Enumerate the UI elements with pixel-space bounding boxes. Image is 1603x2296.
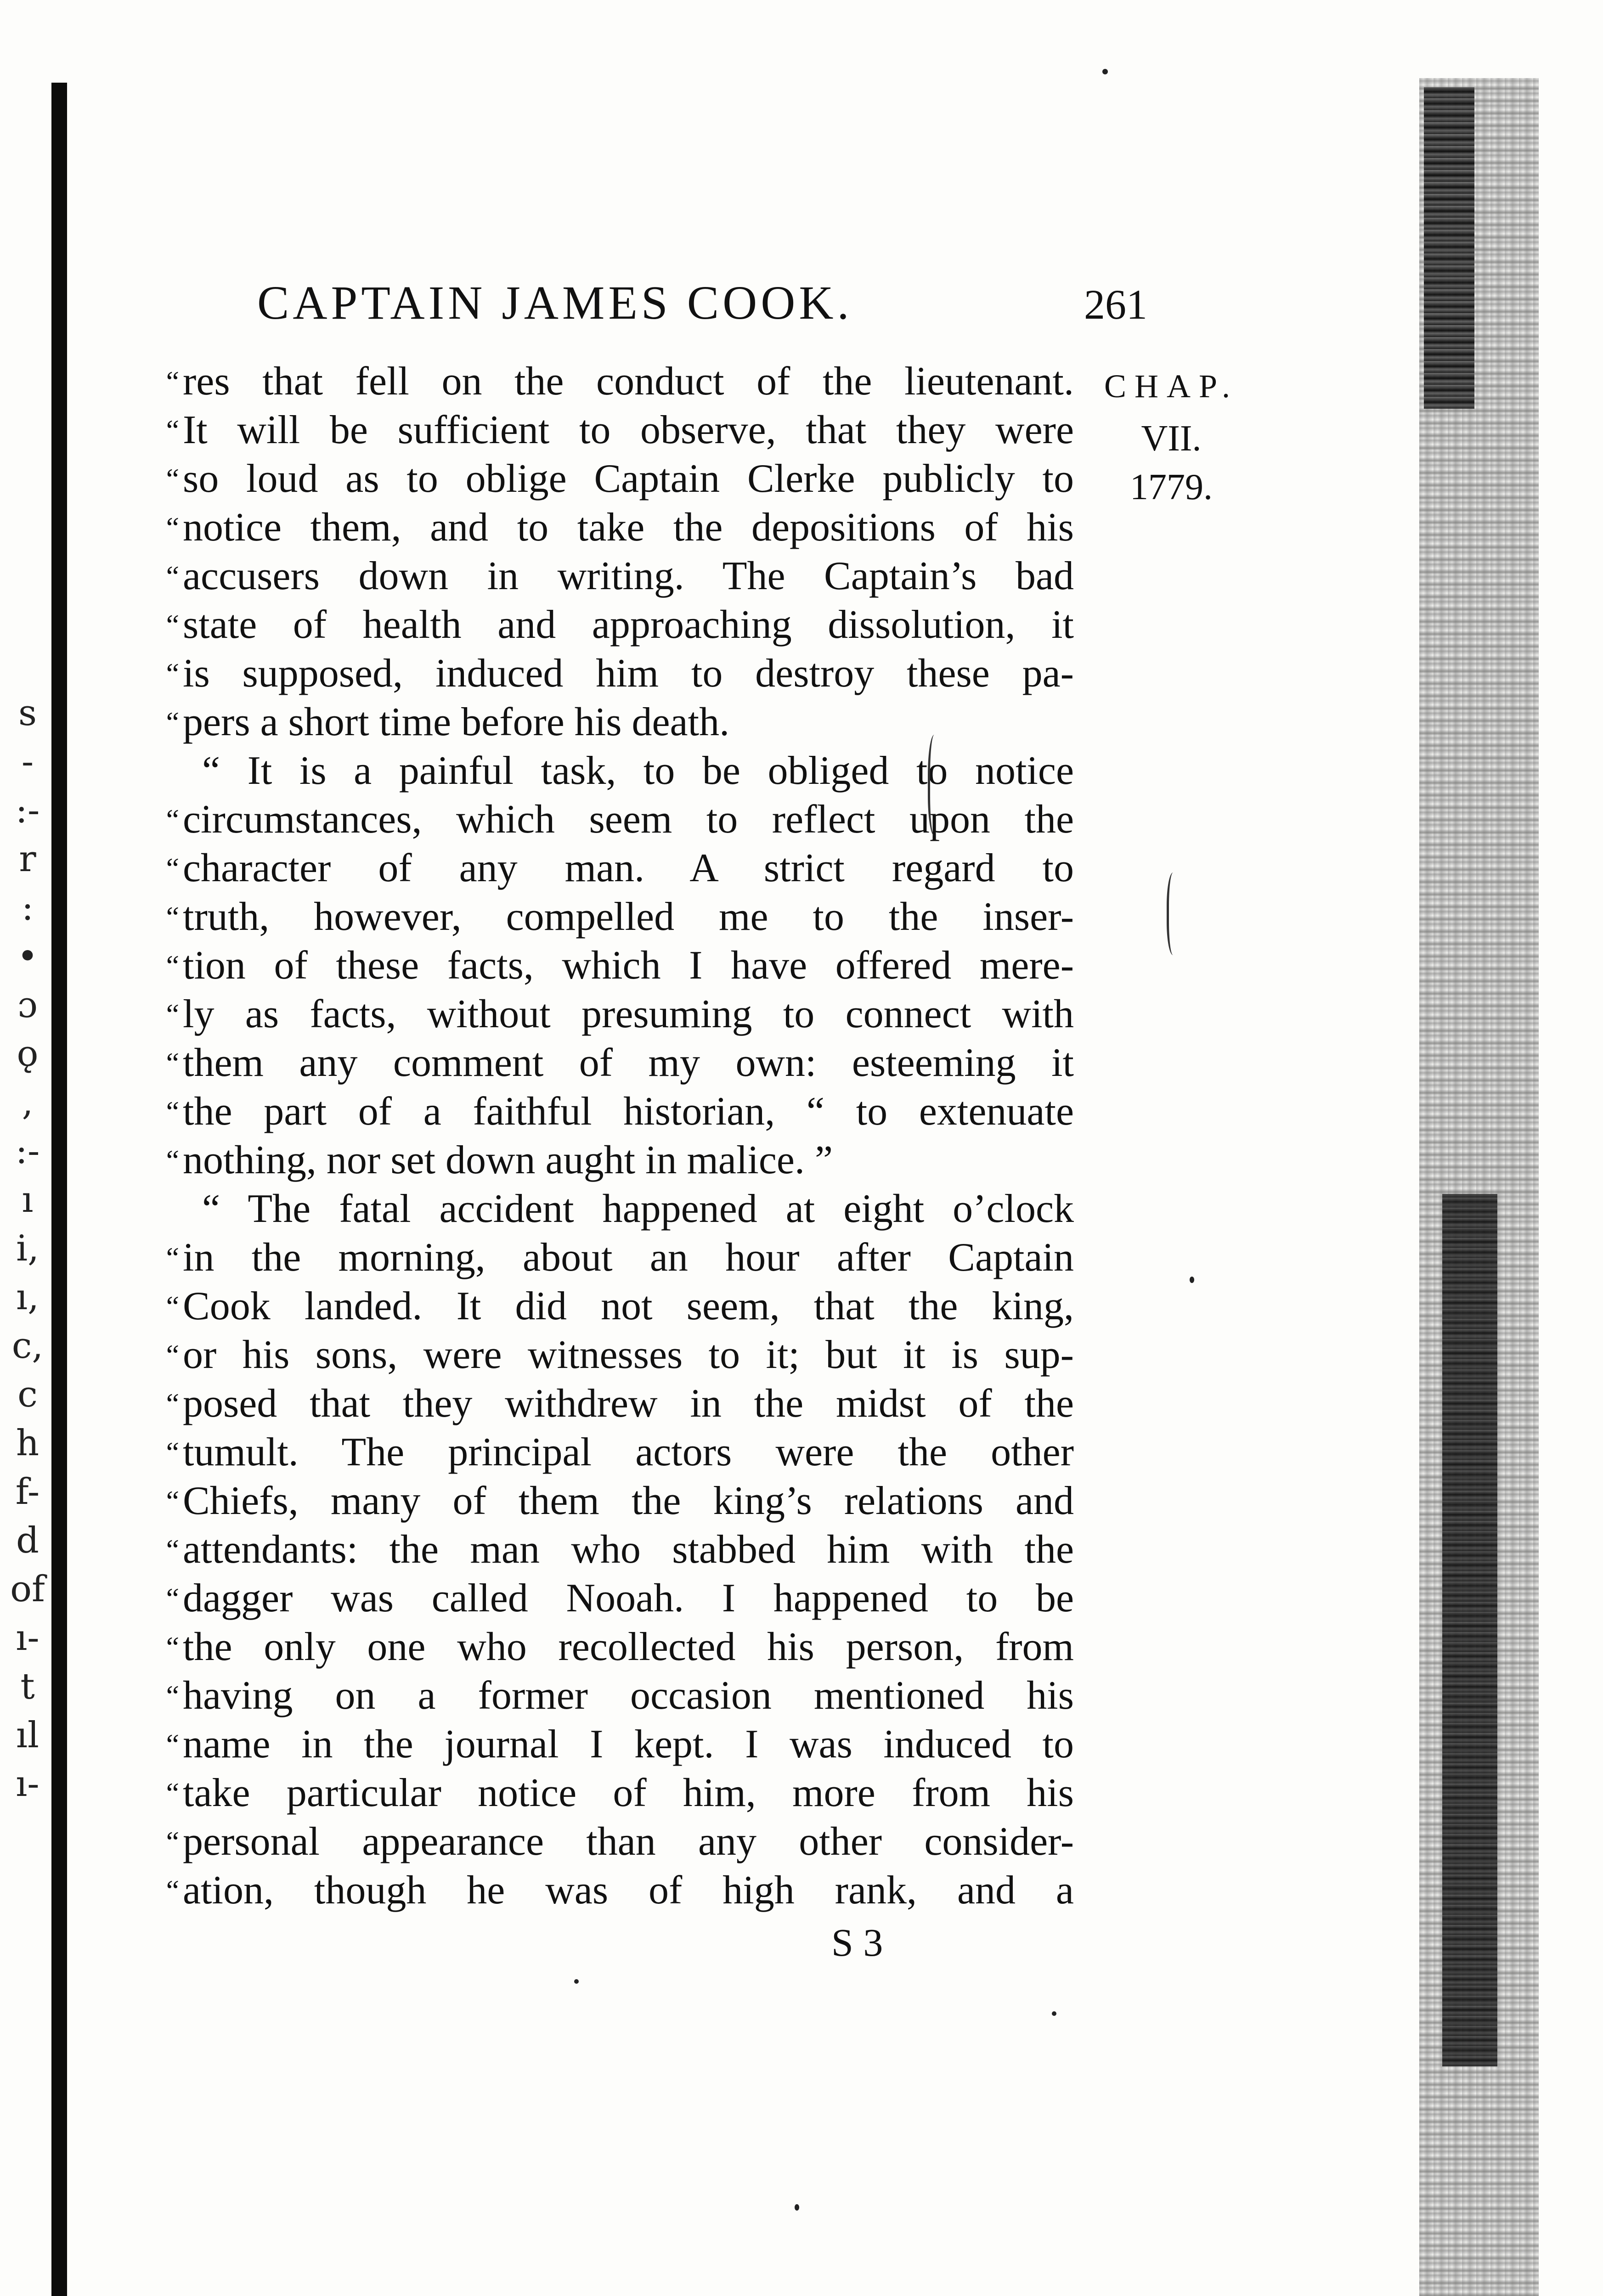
line-text: notice them, and to take the depositions of his xyxy=(183,505,1074,550)
body-text xyxy=(133,357,1075,1915)
running-head: CAPTAIN JAMES COOK. xyxy=(257,276,853,329)
fragment-char: ɔ xyxy=(17,985,38,1026)
text-line xyxy=(133,1623,1075,1671)
quote-mark: “ xyxy=(166,803,179,836)
line-text: take particular notice of him, more from his xyxy=(183,1771,1074,1815)
fragment-char: ǫ xyxy=(17,1033,39,1075)
line-text: personal appearance than any other consider- xyxy=(183,1819,1074,1864)
quote-mark: “ xyxy=(166,1679,179,1712)
text-line xyxy=(133,1136,1075,1185)
quote-mark: “ xyxy=(166,1290,179,1322)
pen-mark xyxy=(1167,872,1183,955)
quote-mark: “ xyxy=(166,1339,179,1371)
line-text: circumstances, which seem to reflect upon the xyxy=(183,797,1074,842)
line-text: dagger was called Nooah. I happened to be xyxy=(183,1576,1074,1621)
text-line xyxy=(133,1282,1075,1331)
fragment-char: ı- xyxy=(16,1763,40,1805)
signature-mark: S 3 xyxy=(831,1920,883,1964)
page-header xyxy=(257,276,1147,335)
line-text: “ It is a painful task, to be obliged to notice xyxy=(202,748,1074,793)
fragment-char: ı- xyxy=(16,1617,40,1659)
line-text: It will be sufficient to observe, that they were xyxy=(183,408,1074,452)
line-text: nothing, nor set down aught in malice. ” xyxy=(183,1138,833,1182)
line-text: so loud as to oblige Captain Clerke publicly to xyxy=(183,456,1074,501)
line-text: the part of a faithful historian, “ to extenuate xyxy=(183,1089,1074,1134)
line-text: ation, though he was of high rank, and a xyxy=(183,1868,1074,1913)
fragment-char: • xyxy=(17,936,38,977)
text-line xyxy=(133,1185,1075,1233)
line-text: or his sons, were witnesses to it; but it is sup- xyxy=(183,1333,1074,1377)
quote-mark: “ xyxy=(166,414,179,446)
quote-mark: “ xyxy=(166,1777,179,1809)
text-line xyxy=(133,1525,1075,1574)
line-text: ly as facts, without presuming to connect with xyxy=(183,992,1074,1036)
margin-chapter-label: CHAP. xyxy=(1104,368,1239,405)
line-text: res that fell on the conduct of the lieutenant. xyxy=(183,359,1074,404)
text-line xyxy=(133,357,1075,406)
text-line xyxy=(133,552,1075,601)
line-text: posed that they withdrew in the midst of the xyxy=(183,1381,1074,1426)
fragment-char: c, xyxy=(11,1325,44,1367)
fragment-char: f- xyxy=(15,1471,40,1513)
fragment-char: h xyxy=(16,1423,40,1464)
speck xyxy=(1190,1277,1194,1283)
quote-mark: “ xyxy=(166,852,179,884)
text-line xyxy=(133,1039,1075,1087)
line-text: state of health and approaching dissolution, it xyxy=(183,602,1074,647)
binding-shadow xyxy=(51,83,67,2296)
text-line xyxy=(133,1087,1075,1136)
text-line xyxy=(133,1428,1075,1477)
fragment-char: c xyxy=(17,1374,38,1415)
text-line xyxy=(133,1671,1075,1720)
quote-mark: “ xyxy=(166,1631,179,1663)
fragment-char: r xyxy=(19,838,36,880)
text-line xyxy=(133,601,1075,649)
quote-mark: “ xyxy=(166,608,179,641)
text-line xyxy=(133,844,1075,893)
fragment-char: - xyxy=(21,741,34,782)
text-line xyxy=(133,1331,1075,1379)
margin-year: 1779. xyxy=(1130,467,1213,507)
text-line xyxy=(133,893,1075,941)
pen-mark xyxy=(928,735,944,836)
quote-mark: “ xyxy=(166,900,179,933)
speck xyxy=(1052,2011,1056,2016)
quote-mark: “ xyxy=(166,657,179,690)
quote-mark: “ xyxy=(166,1095,179,1128)
line-text: tion of these facts, which I have offered mere- xyxy=(183,943,1074,988)
fragment-char: : xyxy=(21,887,34,929)
text-line xyxy=(133,455,1075,503)
fragment-char: s xyxy=(18,692,37,734)
quote-mark: “ xyxy=(166,1241,179,1274)
quote-mark: “ xyxy=(166,1144,179,1176)
quote-mark: “ xyxy=(166,1825,179,1858)
fragment-char: t xyxy=(20,1666,35,1707)
text-line xyxy=(133,1233,1075,1282)
text-line xyxy=(133,406,1075,455)
fragment-char: d xyxy=(16,1520,39,1561)
quote-mark: “ xyxy=(166,1533,179,1566)
fragment-char: of xyxy=(10,1569,45,1610)
line-text: Chiefs, many of them the king’s relations and xyxy=(183,1479,1074,1523)
text-line xyxy=(133,1379,1075,1428)
fragment-char: ı xyxy=(22,1179,34,1221)
text-line xyxy=(133,1866,1075,1915)
speck xyxy=(1102,69,1108,74)
quote-mark: “ xyxy=(166,462,179,495)
quote-mark: “ xyxy=(166,511,179,544)
line-text: character of any man. A strict regard to xyxy=(183,846,1074,890)
page-number: 261 xyxy=(1084,281,1147,328)
speck xyxy=(795,2204,799,2211)
line-text: having on a former occasion mentioned his xyxy=(183,1673,1074,1718)
speck xyxy=(574,1979,579,1984)
fragment-char: , xyxy=(22,1082,34,1123)
quote-mark: “ xyxy=(166,1387,179,1420)
scan-noise-dark-top xyxy=(1424,87,1474,409)
text-line xyxy=(133,1769,1075,1818)
line-text: in the morning, about an hour after Captain xyxy=(183,1235,1074,1280)
quote-mark: “ xyxy=(166,1874,179,1907)
quote-mark: “ xyxy=(166,365,179,398)
quote-mark: “ xyxy=(166,1047,179,1079)
line-text: is supposed, induced him to destroy these pa- xyxy=(183,651,1074,696)
text-line xyxy=(133,941,1075,990)
quote-mark: “ xyxy=(166,1485,179,1517)
line-text: truth, however, compelled me to the inser- xyxy=(183,895,1074,939)
quote-mark: “ xyxy=(166,706,179,738)
fragment-char: :- xyxy=(15,1131,40,1172)
line-text: pers a short time before his death. xyxy=(183,700,730,744)
quote-mark: “ xyxy=(166,998,179,1030)
line-text: Cook landed. It did not seem, that the king, xyxy=(183,1284,1074,1328)
line-text: name in the journal I kept. I was induced to xyxy=(183,1722,1074,1767)
line-text: “ The fatal accident happened at eight o’clock xyxy=(202,1187,1074,1231)
fragment-char: :- xyxy=(15,790,40,831)
line-text: them any comment of my own: esteeming it xyxy=(183,1041,1074,1085)
text-line xyxy=(133,649,1075,698)
quote-mark: “ xyxy=(166,560,179,592)
quote-mark: “ xyxy=(166,1728,179,1761)
margin-chapter-number: VII. xyxy=(1141,418,1202,459)
fragment-char: i, xyxy=(16,1228,39,1269)
line-text: attendants: the man who stabbed him with the xyxy=(183,1527,1074,1572)
text-line xyxy=(133,1477,1075,1525)
quote-mark: “ xyxy=(166,949,179,982)
line-text: the only one who recollected his person, from xyxy=(183,1625,1074,1669)
facing-page-fragments xyxy=(5,689,51,1808)
text-line xyxy=(133,503,1075,552)
quote-mark: “ xyxy=(166,1582,179,1615)
quote-mark: “ xyxy=(166,1436,179,1469)
text-line xyxy=(133,1818,1075,1866)
line-text: accusers down in writing. The Captain’s bad xyxy=(183,554,1074,598)
scan-noise-dark-bottom xyxy=(1442,1194,1497,2066)
text-line xyxy=(133,1720,1075,1769)
text-line xyxy=(133,1574,1075,1623)
fragment-char: ı, xyxy=(16,1277,39,1318)
line-text: tumult. The principal actors were the other xyxy=(183,1430,1074,1474)
text-line xyxy=(133,990,1075,1039)
fragment-char: ıl xyxy=(16,1715,39,1756)
